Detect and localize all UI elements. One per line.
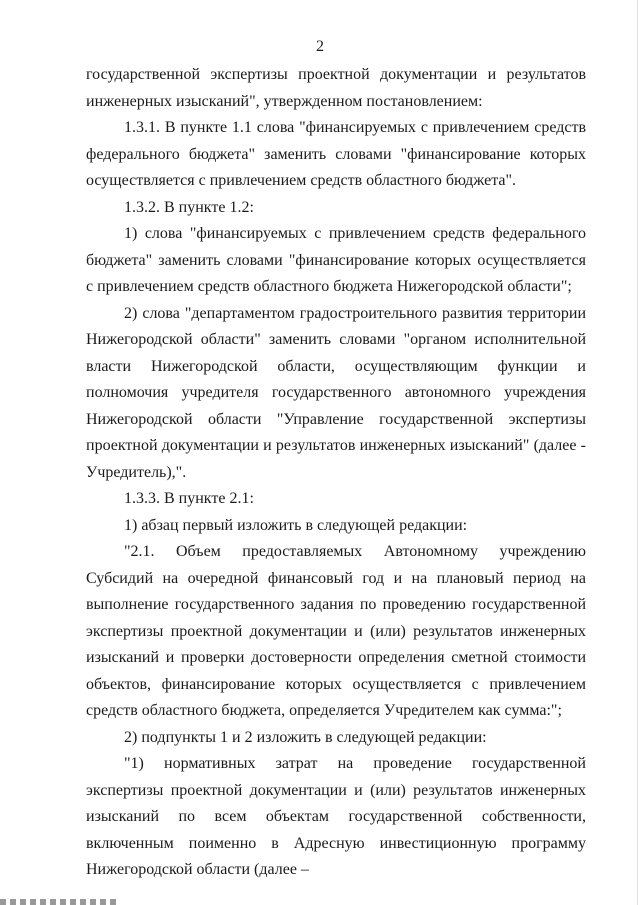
scan-artifact [0, 899, 120, 905]
paragraph-1-3-2-item-2: 2) слова "департаментом градостроительного развития территории Нижегородской области" заменить словами "органом исполнительной власти Нижегородской области, осуществляющим функции и полномочия учредителя государственного автономного учреждения Нижегородской области "Управление государственной экспертизы проектной документации и результатов инженерных изысканий" (далее - Учредитель),". [86, 304, 586, 481]
paragraph-1-3-3-heading: 1.3.3. В пункте 2.1: [124, 490, 254, 507]
page-number: 2 [316, 38, 324, 55]
document-body [86, 62, 586, 884]
paragraph-1-3-3-item-2: 2) подпункты 1 и 2 изложить в следующей редакции: [124, 728, 487, 746]
paragraph-1-3-3-item-1: 1) абзац первый изложить в следующей редакции: [124, 516, 468, 534]
paragraph-subitem-1-quote: "1) нормативных затрат на проведение государственной экспертизы проектной документации и (или) результатов инженерных изысканий по всем объектам государственной собственности, включенным поименно в Адресную инвестиционную программу Нижегородской области (далее – [86, 755, 586, 878]
paragraph-1-3-1: 1.3.1. В пункте 1.1 слова "финансируемых с привлечением средств федерального бюджета" заменить словами "финансирование которых осуществляется с привлечением средств областного бюджета". [86, 119, 586, 189]
paragraph-2-1-quote: "2.1. Объем предоставляемых Автономному учреждению Субсидий на очередной финансовый год и на плановый период на выполнение государственного задания по проведению государственной экспертизы проектной документации и (или) результатов инженерных изысканий и проверки достоверности определения сметной стоимости объектов, финансирование которых осуществляется с привлечением средств областного бюджета, определяется Учредителем как сумма:"; [86, 543, 586, 719]
scan-edge-shadow [637, 0, 638, 905]
paragraph-1-3-2-heading: 1.3.2. В пункте 1.2: [124, 198, 254, 216]
paragraph-intro: государственной экспертизы проектной документации и результатов инженерных изысканий", утвержденном постановлением: [86, 66, 586, 110]
paragraph-1-3-2-item-1: 1) слова "финансируемых с привлечением средств федерального бюджета" заменить словами "финансирование которых осуществляется с привлечением средств областного бюджета Нижегородской области"; [86, 225, 586, 295]
